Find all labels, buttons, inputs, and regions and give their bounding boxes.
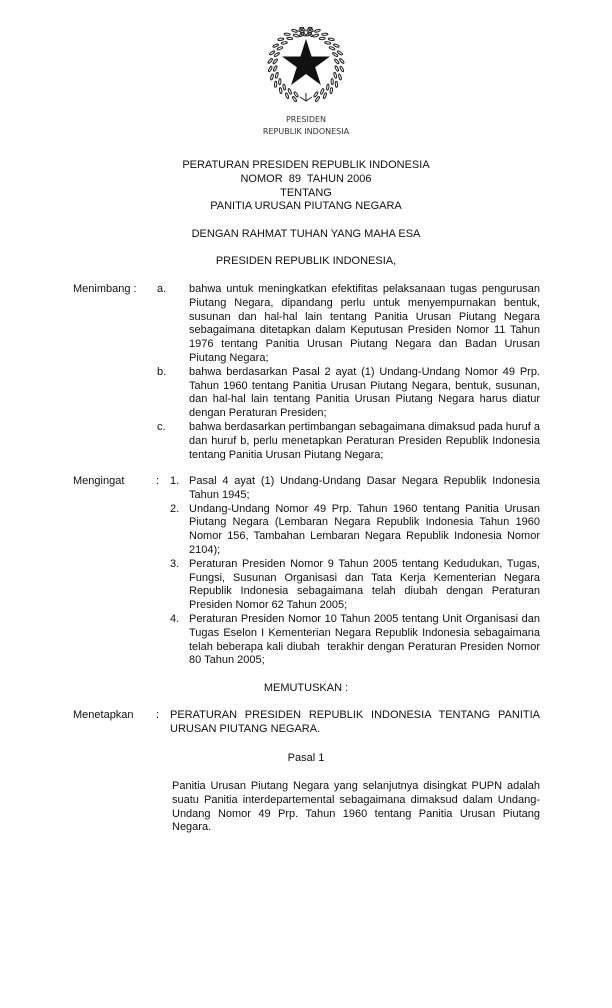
menimbang-item: [157, 366, 540, 421]
laurel-leaf: [283, 84, 286, 90]
laurel-leaf: [273, 43, 279, 47]
letterhead-republic: REPUBLIK INDONESIA: [262, 127, 350, 136]
memutuskan-heading: MEMUTUSKAN :: [263, 682, 349, 694]
item-letter: a.: [157, 283, 167, 295]
menetapkan-label: Menetapkan: [73, 709, 134, 721]
laurel-leaf: [323, 93, 327, 99]
laurel-leaf: [334, 58, 340, 64]
mengingat-item: [170, 503, 540, 558]
laurel-leaf: [320, 88, 324, 94]
laurel-leaf: [322, 33, 328, 36]
laurel-leaf: [287, 37, 293, 40]
laurel-leaf: [330, 87, 333, 93]
laurel-leaf: [291, 29, 297, 33]
laurel-leaf: [313, 34, 319, 38]
issuer: PRESIDEN REPUBLIK INDONESIA,: [215, 255, 397, 267]
star-icon: [282, 39, 330, 85]
mengingat-item: [170, 558, 540, 613]
laurel-leaf: [328, 38, 334, 41]
laurel-leaf: [285, 93, 289, 99]
title-line: TENTANG: [280, 186, 332, 199]
laurel-leaf: [267, 58, 273, 64]
laurel-leaf: [277, 46, 283, 50]
item-number: 2.: [170, 502, 180, 515]
invocation: DENGAN RAHMAT TUHAN YANG MAHA ESA: [191, 228, 421, 240]
item-text: Peraturan Presiden Nomor 10 Tahun 2005 tentang Unit Organisasi dan Tugas Eselon I Kementerian Negara Republik Indonesia sebagaimana telah beberapa kali diubah terakhir dengan Peraturan Presiden Nomor 80 Tahun 2005;: [189, 612, 544, 667]
mengingat-item: [170, 612, 544, 668]
laurel-leaf: [273, 65, 278, 71]
item-number: 4.: [170, 612, 180, 625]
menimbang-list: [157, 283, 540, 462]
laurel-leaf: [284, 33, 290, 36]
laurel-leaf: [335, 81, 338, 87]
item-letter: c.: [157, 420, 166, 433]
laurel-leaf: [331, 79, 334, 85]
laurel-leaf: [326, 84, 329, 90]
mengingat-colon: :: [156, 475, 160, 487]
item-letter: b.: [157, 365, 167, 378]
laurel-leaf: [274, 81, 277, 87]
menetapkan-text: PERATURAN PRESIDEN REPUBLIK INDONESIA TENTANG PANITIA URUSAN PIUTANG NEGARA.: [170, 709, 540, 735]
laurel-leaf: [333, 72, 337, 78]
mengingat-item: [170, 475, 540, 503]
laurel-leaf: [270, 74, 274, 80]
letterhead-president: PRESIDEN: [285, 115, 327, 124]
item-number: 3.: [170, 557, 180, 570]
item-text: bahwa berdasarkan pertimbangan sebagaimana dimaksud pada huruf a dan huruf b, perlu menetapkan Peraturan Presiden Republik Indonesia tentang Panitia Urusan Piutang Negara;: [189, 420, 541, 461]
menetapkan-colon: :: [156, 709, 160, 721]
laurel-leaf: [334, 65, 339, 71]
document-title: [0, 159, 612, 214]
laurel-leaf: [279, 87, 282, 93]
laurel-leaf: [339, 58, 345, 64]
item-text: bahwa berdasarkan Pasal 2 ayat (1) Undang-Undang Nomor 49 Prp. Tahun 1960 tentang Panitia Urusan Piutang Negara, bentuk, susunan, dan hal-hal lain tentang Panitia Urusan Piutang Negara harus diatur dengan Peraturan Presiden;: [189, 365, 540, 420]
laurel-leaf: [275, 72, 279, 78]
item-number: 1.: [170, 475, 180, 487]
laurel-leaf: [293, 34, 299, 38]
title-number: NOMOR 89 TAHUN 2006: [240, 172, 372, 185]
laurel-leaf: [268, 66, 273, 72]
menimbang-item: [157, 283, 540, 366]
laurel-leaf: [339, 66, 344, 72]
laurel-leaf: [338, 74, 342, 80]
laurel-leaf: [279, 79, 282, 85]
menimbang-label: Menimbang :: [73, 283, 137, 295]
pasal-text: Panitia Urusan Piutang Negara yang selanjutnya disingkat PUPN adalah suatu Panitia interdepartemental sebagaimana dimaksud dalam Undang-Undang Nomor 49 Prp. Tahun 1960 tentang Panitia Urusan Piutang Negara.: [172, 780, 540, 834]
mengingat-list: [170, 475, 544, 668]
laurel-leaf: [278, 38, 284, 41]
laurel-leaf: [329, 46, 335, 50]
item-text: Pasal 4 ayat (1) Undang-Undang Dasar Negara Republik Indonesia Tahun 1945;: [189, 475, 540, 501]
item-text: Undang-Undang Nomor 49 Prp. Tahun 1960 tentang Panitia Urusan Piutang Negara (Lembaran Negara Republik Indonesia Tahun 1960 Nomor 156, Tambahan Lembaran Negara Republik Indonesia Nomor 2104);: [189, 502, 540, 556]
item-text: Peraturan Presiden Nomor 9 Tahun 2005 tentang Kedudukan, Tugas, Fungsi, Susunan Organisasi dan Tata Kerja Kementerian Negara Republik Indonesia sebagaimana telah diubah dengan Peraturan Presiden Nomor 62 Tahun 2005;: [189, 557, 540, 612]
title-subject: PANITIA URUSAN PIUTANG NEGARA: [210, 200, 402, 213]
laurel-leaf: [272, 58, 278, 64]
title-line: PERATURAN PRESIDEN REPUBLIK INDONESIA: [182, 159, 430, 171]
laurel-leaf: [288, 88, 292, 94]
presidential-seal-emblem: [266, 27, 346, 105]
item-text: bahwa untuk meningkatkan efektifitas pelaksanaan tugas pengurusan Piutang Negara, dipandang perlu untuk menyempurnakan bentuk, susunan dan hal-hal lain tentang Panitia Urusan Piutang Negara sebagaimana ditetapkan dalam Keputusan Presiden Nomor 11 Tahun 1976 tentang Panitia Urusan Piutang Negara dan Badan Urusan Piutang Negara;: [189, 283, 540, 364]
menimbang-item: [157, 421, 540, 462]
laurel-leaf: [333, 43, 339, 47]
pasal-heading: Pasal 1: [287, 752, 325, 764]
laurel-leaf: [319, 37, 325, 40]
laurel-leaf: [314, 29, 320, 33]
laurel-leaf: [281, 41, 287, 44]
mengingat-label: Mengingat: [73, 475, 125, 487]
laurel-leaf: [325, 41, 331, 44]
